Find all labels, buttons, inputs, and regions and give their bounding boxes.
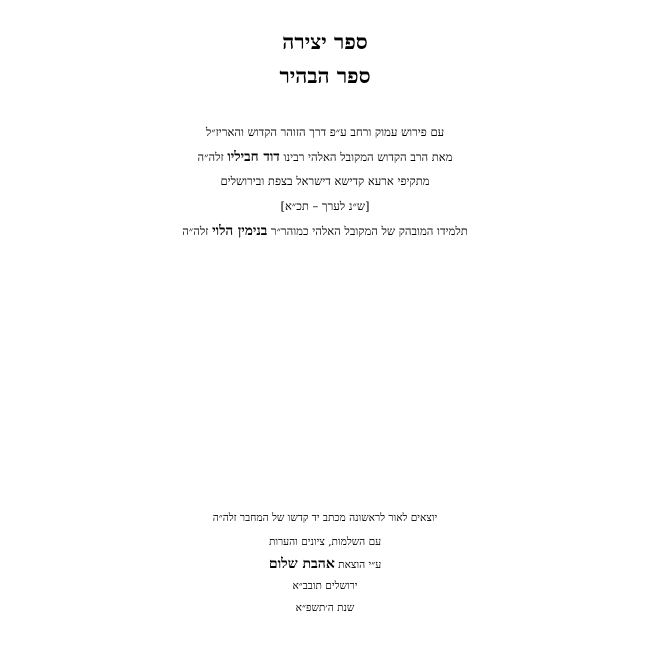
commentary-line-3: מתקיפי ארעא קדישא דישראל בצפת ובירושלים (220, 174, 430, 188)
commentary-line-1: עם פירוש עמוק ורחב ע״פ דרך הזוהר הקדוש והאריז״ל (205, 125, 445, 139)
title-sefer-habahir: ספר הבהיר (279, 63, 371, 88)
teacher-name: בנימין הלוי (212, 223, 268, 239)
publication-line-2: עם השלמות, ציונים והערות (268, 536, 382, 548)
commentary-line-2 (0, 151, 650, 165)
publication-year: שנת ה׳תשפ״א (295, 602, 355, 614)
publisher-name: אהבת שלום (268, 556, 335, 572)
commentary-line-2-prefix: מאת הרב הקדוש המקובל האלהי רבינו (279, 150, 453, 164)
author-name: דוד חביליו (227, 149, 280, 165)
commentary-dates: [ש״נ לערך – תכ״א] (280, 199, 370, 213)
title-sefer-yetzirah: ספר יצירה (282, 29, 368, 54)
publication-line-1: יוצאים לאור לראשונה מכתב יד קדשו של המחבר זלה״ה (212, 512, 438, 524)
commentary-line-2-suffix: זלה״ה (197, 150, 228, 164)
publication-line-3-prefix: ע״י הוצאת (334, 559, 382, 571)
publication-line-3 (0, 557, 650, 571)
commentary-line-5-suffix: זלה״ה (182, 224, 213, 238)
commentary-line-5-prefix: תלמידו המובהק של המקובל האלהי כמוהר״ר (267, 224, 468, 238)
publication-place: ירושלים תובב״א (292, 580, 358, 592)
commentary-line-5 (0, 225, 650, 239)
